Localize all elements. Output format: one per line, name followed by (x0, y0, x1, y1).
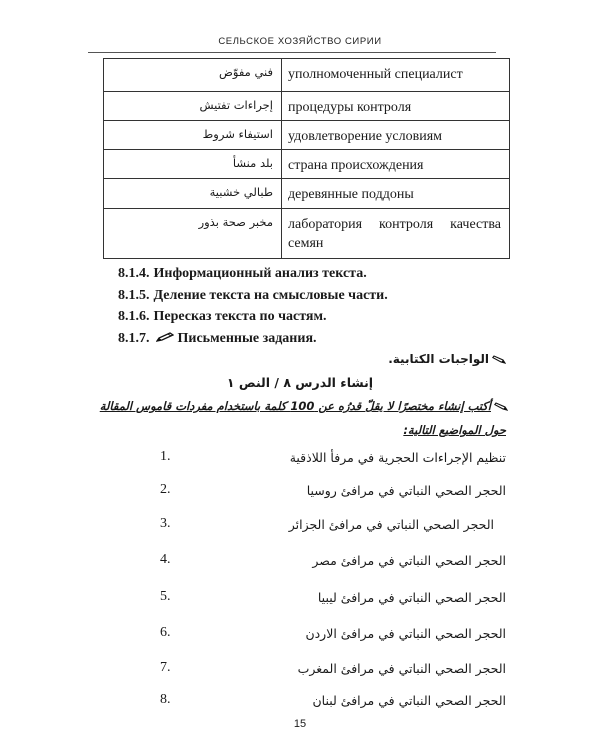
table-row (104, 179, 510, 209)
russian-term: страна происхождения (282, 150, 510, 179)
list-item (160, 587, 506, 607)
task-number: 8.1.7. (118, 330, 150, 346)
table-row (104, 121, 510, 150)
topic-number: 6. (160, 625, 171, 640)
arabic-term: فني مفوّض (104, 59, 282, 92)
task-text: Пересказ текста по частям. (153, 309, 327, 324)
table-row (104, 150, 510, 179)
task-item (118, 307, 388, 329)
list-item (160, 447, 506, 467)
glossary-table (103, 58, 510, 259)
task-number: 8.1.6. (118, 309, 150, 324)
topic-number: 5. (160, 589, 171, 604)
russian-term: лаборатория контроля качества семян (282, 209, 510, 259)
topic-text: تنظيم الإجراءات الحجرية في مرفأ اللاذقية (289, 449, 506, 465)
header-rule (88, 52, 496, 53)
homework-title (388, 352, 506, 366)
pencil-icon (494, 402, 508, 411)
list-item (160, 550, 506, 570)
table-row (104, 59, 510, 92)
topic-text: الحجر الصحي النباتي في مرافئ الجزائر (288, 516, 494, 532)
russian-term: деревянные поддоны (282, 179, 510, 209)
task-number: 8.1.5. (118, 287, 150, 303)
running-header: СЕЛЬСКОЕ ХОЗЯЙСТВО СИРИИ (218, 36, 382, 47)
arabic-term: إجراءات تفتيش (104, 92, 282, 121)
topic-text: الحجر الصحي النباتي في مرافئ الاردن (305, 625, 506, 641)
list-item (160, 623, 506, 643)
table-row (104, 92, 510, 121)
topic-number: 7. (160, 660, 171, 675)
topic-text: الحجر الصحي النباتي في مرافئ ليبيا (317, 589, 506, 605)
topic-number: 3. (160, 516, 171, 531)
task-item (118, 286, 388, 308)
pencil-icon (492, 355, 506, 364)
homework-instruction (99, 399, 508, 413)
homework-instruction-text: أكتب إنشاء مختصرًا لا يقلّ قدرُه عن 100 كلمة باستخدام مفردات قاموس المقالة (99, 399, 491, 413)
task-text: Информационный анализ текста. (153, 266, 367, 281)
list-item (160, 480, 506, 500)
task-number: 8.1.4. (118, 266, 150, 281)
list-item (160, 514, 506, 534)
russian-term: процедуры контроля (282, 92, 510, 121)
topic-number: 2. (160, 482, 171, 497)
table-row (104, 209, 510, 259)
arabic-term: استيفاء شروط (104, 121, 282, 150)
list-item (160, 658, 506, 678)
topic-text: الحجر الصحي النباتي في مرافئ مصر (312, 552, 506, 568)
lesson-title: إنشاء الدرس ٨ / النص ١ (226, 375, 374, 390)
task-text: Деление текста на смысловые части. (153, 287, 388, 303)
page-number: 15 (293, 718, 307, 730)
topic-text: الحجر الصحي النباتي في مرافئ روسيا (306, 482, 506, 498)
arabic-term: بلد منشأ (104, 150, 282, 179)
topic-number: 1. (160, 449, 171, 464)
topic-text: الحجر الصحي النباتي في مرافئ المغرب (297, 660, 506, 676)
homework-title-text: الواجبات الكتابية. (388, 352, 489, 366)
topic-number: 4. (160, 552, 171, 567)
list-item (160, 690, 506, 710)
topic-text: الحجر الصحي النباتي في مرافئ لبنان (312, 692, 506, 708)
russian-term: уполномоченный специалист (282, 59, 510, 92)
topic-number: 8. (160, 692, 171, 707)
arabic-term: مخبر صحة بذور (104, 209, 282, 259)
task-list (118, 264, 388, 350)
pencil-icon (156, 332, 174, 342)
task-text: Письменные задания. (177, 330, 317, 346)
task-item (118, 264, 388, 286)
arabic-term: طبالي خشبية (104, 179, 282, 209)
task-item (118, 329, 388, 351)
russian-term: удовлетворение условиям (282, 121, 510, 150)
topics-heading: حول المواضيع التالية: (403, 423, 506, 437)
